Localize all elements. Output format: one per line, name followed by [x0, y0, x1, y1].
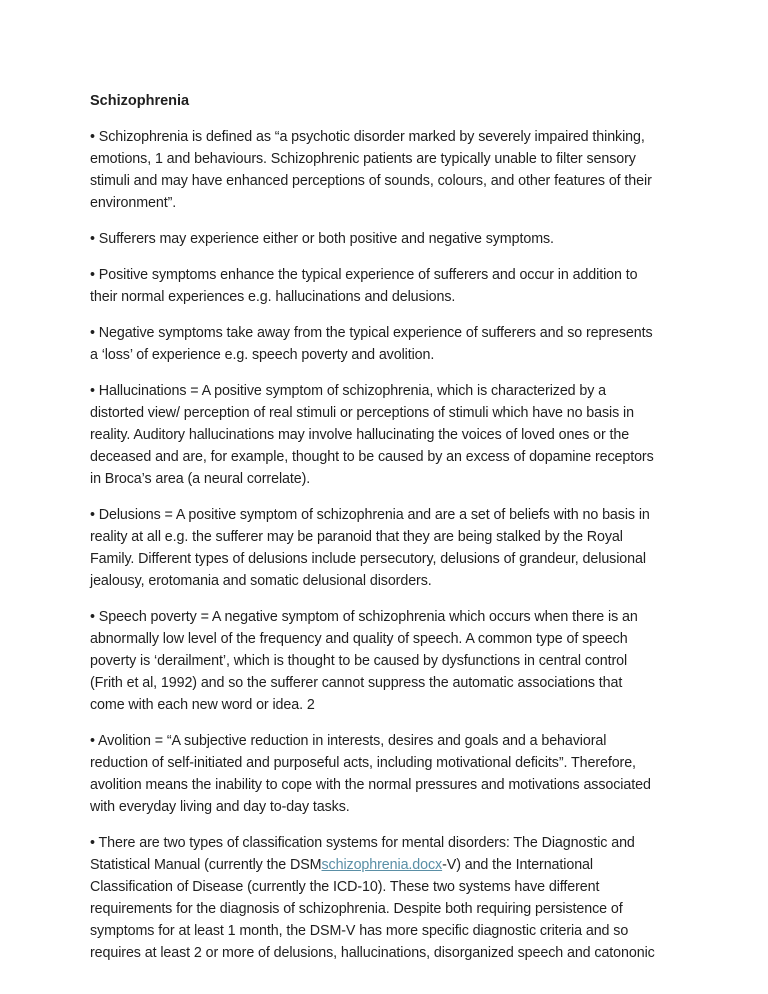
text-segment: Statistical Manual (currently the DSM — [90, 857, 322, 873]
text-line: • Speech poverty = A negative symptom of schizophrenia which occurs when there is an — [90, 609, 638, 625]
text-line: reality at all e.g. the sufferer may be paranoid that they are being stalked by the Royal — [90, 529, 623, 545]
text-line: come with each new word or idea. 2 — [90, 697, 315, 713]
text-line: their normal experiences e.g. hallucinations and delusions. — [90, 289, 456, 305]
text-line: • Schizophrenia is defined as “a psychotic disorder marked by severely impaired thinking, — [90, 129, 645, 145]
text-line: symptoms for at least 1 month, the DSM-V has more specific diagnostic criteria and so — [90, 923, 629, 939]
text-line: • Negative symptoms take away from the typical experience of sufferers and so represents — [90, 325, 653, 341]
text-line: jealousy, erotomania and somatic delusional disorders. — [90, 573, 432, 589]
paragraph — [90, 228, 690, 250]
file-link[interactable]: schizophrenia.docx — [321, 857, 443, 873]
text-line: reduction of self-initiated and purposeful acts, including motivational deficits”. Therefore, — [90, 755, 636, 771]
text-line: with everyday living and day to-day tasks. — [90, 799, 350, 815]
text-line — [90, 854, 690, 876]
text-line: • Delusions = A positive symptom of schizophrenia and are a set of beliefs with no basis in — [90, 507, 650, 523]
text-line: Family. Different types of delusions include persecutory, delusions of grandeur, delusional — [90, 551, 646, 567]
text-line: (Frith et al, 1992) and so the sufferer cannot suppress the automatic associations that — [90, 675, 623, 691]
text-line: environment”. — [90, 195, 177, 211]
text-line: in Broca’s area (a neural correlate). — [90, 471, 311, 487]
text-line: requirements for the diagnosis of schizophrenia. Despite both requiring persistence of — [90, 901, 623, 917]
paragraph — [90, 264, 690, 308]
document-title: Schizophrenia — [90, 93, 190, 109]
text-line: • There are two types of classification systems for mental disorders: The Diagnostic and — [90, 835, 635, 851]
text-line: stimuli and may have enhanced perceptions of sounds, colours, and other features of their — [90, 173, 652, 189]
text-line: deceased and are, for example, thought to be caused by an excess of dopamine receptors — [90, 449, 654, 465]
paragraph — [90, 730, 690, 818]
paragraph — [90, 126, 690, 214]
text-line: emotions, 1 and behaviours. Schizophrenic patients are typically unable to filter sensory — [90, 151, 636, 167]
text-line: • Sufferers may experience either or both positive and negative symptoms. — [90, 231, 554, 247]
text-line: abnormally low level of the frequency and quality of speech. A common type of speech — [90, 631, 628, 647]
text-line: • Avolition = “A subjective reduction in interests, desires and goals and a behavioral — [90, 733, 607, 749]
text-line: requires at least 2 or more of delusions, hallucinations, disorganized speech and catononic — [90, 945, 655, 961]
paragraph — [90, 504, 690, 592]
paragraph — [90, 380, 690, 490]
document-page — [90, 90, 690, 978]
text-segment: -V) and the International — [442, 857, 593, 873]
paragraph — [90, 322, 690, 366]
text-line: Classification of Disease (currently the ICD-10). These two systems have different — [90, 879, 600, 895]
text-line: • Hallucinations = A positive symptom of schizophrenia, which is characterized by a — [90, 383, 607, 399]
document-body — [90, 126, 690, 964]
text-line: • Positive symptoms enhance the typical experience of sufferers and occur in addition to — [90, 267, 638, 283]
text-line: poverty is ‘derailment’, which is thought to be caused by dysfunctions in central control — [90, 653, 628, 669]
paragraph — [90, 606, 690, 716]
text-line: reality. Auditory hallucinations may involve hallucinating the voices of loved ones or the — [90, 427, 630, 443]
text-line: distorted view/ perception of real stimuli or perceptions of stimuli which have no basis in — [90, 405, 634, 421]
text-line: avolition means the inability to cope with the normal pressures and motivations associated — [90, 777, 651, 793]
text-line: a ‘loss’ of experience e.g. speech poverty and avolition. — [90, 347, 435, 363]
paragraph — [90, 832, 690, 964]
